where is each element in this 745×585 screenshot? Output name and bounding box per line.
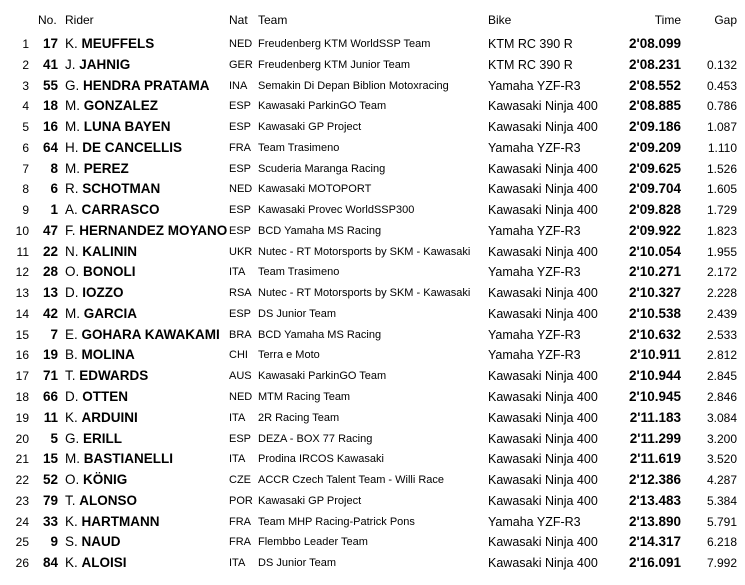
- bike-cell: Yamaha YZF-R3: [488, 348, 581, 363]
- bike-cell: Kawasaki Ninja 400: [488, 473, 598, 488]
- rider-name-cell: [65, 221, 227, 242]
- rider-initial: O.: [65, 264, 80, 280]
- lap-time-cell: 2'09.922: [628, 222, 681, 238]
- rider-number-cell: 16: [42, 119, 58, 135]
- gap-cell: 5.384: [706, 493, 737, 508]
- team-cell: Team MHP Racing-Patrick Pons: [258, 515, 415, 528]
- gap-cell: 2.812: [706, 348, 737, 363]
- bike-cell: Kawasaki Ninja 400: [488, 535, 598, 550]
- position-cell: 3: [22, 78, 29, 93]
- rider-name-cell: [65, 138, 227, 159]
- rider-number-cell: 41: [42, 56, 58, 72]
- table-row: [0, 179, 745, 200]
- rider-name-cell: [65, 304, 227, 325]
- nationality-cell: ESP: [229, 100, 252, 113]
- table-row: [0, 429, 745, 450]
- position-cell: 20: [15, 431, 29, 446]
- team-cell: Nutec - RT Motorsports by SKM - Kawasaki: [258, 287, 471, 300]
- rider-number-cell: 1: [50, 202, 58, 218]
- position-cell: 26: [15, 556, 29, 571]
- rider-number-cell: 52: [42, 472, 58, 488]
- team-cell: Kawasaki GP Project: [258, 494, 362, 507]
- nationality-cell: ESP: [229, 224, 252, 237]
- team-cell: DS Junior Team: [258, 557, 337, 570]
- rider-surname: KALININ: [82, 243, 138, 259]
- lap-time-cell: 2'10.911: [629, 347, 681, 363]
- rider-initial: M.: [65, 98, 80, 114]
- rider-surname: PEREZ: [83, 160, 129, 176]
- nationality-cell: NED: [229, 38, 253, 50]
- table-row: [0, 532, 745, 553]
- rider-initial: J.: [65, 56, 76, 72]
- gap-cell: 1.605: [706, 182, 737, 197]
- position-cell: 19: [15, 410, 29, 425]
- rider-initial: A.: [65, 202, 78, 218]
- nationality-cell: ESP: [229, 204, 252, 217]
- team-cell: BCD Yamaha MS Racing: [258, 328, 382, 341]
- table-row: [0, 242, 745, 263]
- rider-number-cell: 47: [42, 222, 58, 238]
- results-header-row: [0, 10, 745, 30]
- position-cell: 21: [15, 452, 29, 467]
- nationality-cell: ITA: [229, 453, 246, 466]
- rider-initial: D.: [65, 389, 79, 405]
- rider-initial: T.: [65, 368, 76, 384]
- gap-cell: 0.453: [706, 78, 737, 93]
- nationality-cell: AUS: [229, 370, 252, 383]
- gap-cell: 2.533: [706, 327, 737, 342]
- gap-cell: 3.200: [706, 431, 737, 446]
- rider-initial: M.: [65, 451, 80, 467]
- team-cell: Kawasaki ParkinGO Team: [258, 370, 387, 383]
- nationality-cell: BRA: [229, 328, 252, 341]
- bike-cell: Kawasaki Ninja 400: [488, 99, 598, 114]
- rider-initial: B.: [65, 347, 78, 363]
- table-row: [0, 408, 745, 429]
- rider-surname: HARTMANN: [81, 513, 160, 529]
- rider-initial: D.: [65, 285, 79, 301]
- team-cell: Flembbo Leader Team: [258, 536, 368, 549]
- rider-name-cell: [65, 283, 227, 304]
- team-cell: BCD Yamaha MS Racing: [258, 224, 382, 237]
- bike-cell: Kawasaki Ninja 400: [488, 182, 598, 197]
- rider-initial: E.: [65, 326, 78, 342]
- team-cell: DS Junior Team: [258, 307, 337, 320]
- rider-number-cell: 64: [42, 139, 58, 155]
- rider-initial: K.: [65, 555, 78, 571]
- lap-time-cell: 2'10.054: [628, 243, 681, 259]
- gap-cell: 3.520: [706, 452, 737, 467]
- bike-cell: Yamaha YZF-R3: [488, 265, 581, 280]
- rider-initial: M.: [65, 119, 80, 135]
- bike-cell: Kawasaki Ninja 400: [488, 556, 598, 571]
- lap-time-cell: 2'13.890: [628, 513, 681, 529]
- position-cell: 10: [15, 223, 29, 238]
- bike-cell: Kawasaki Ninja 400: [488, 410, 598, 425]
- nationality-cell: FRA: [229, 141, 251, 154]
- bike-cell: KTM RC 390 R: [488, 57, 573, 72]
- lap-time-cell: 2'16.091: [628, 555, 681, 571]
- position-cell: 11: [16, 244, 29, 259]
- bike-cell: Kawasaki Ninja 400: [488, 431, 598, 446]
- position-cell: 8: [22, 182, 29, 197]
- team-cell: Terra e Moto: [258, 349, 320, 362]
- table-row: [0, 55, 745, 76]
- nationality-cell: ESP: [229, 307, 252, 320]
- lap-time-cell: 2'09.828: [628, 202, 681, 218]
- lap-time-cell: 2'10.945: [628, 389, 681, 405]
- rider-number-cell: 71: [42, 368, 58, 384]
- rider-initial: F.: [65, 222, 76, 238]
- table-row: [0, 117, 745, 138]
- rider-name-cell: [65, 179, 227, 200]
- position-cell: 7: [22, 161, 29, 176]
- rider-surname: ARDUINI: [81, 409, 138, 425]
- rider-number-cell: 79: [42, 492, 58, 508]
- rider-name-cell: [65, 159, 227, 180]
- rider-number-cell: 8: [50, 160, 58, 176]
- rider-initial: M.: [65, 305, 80, 321]
- table-row: [0, 449, 745, 470]
- rider-name-cell: [65, 96, 227, 117]
- bike-cell: Kawasaki Ninja 400: [488, 452, 598, 467]
- table-row: [0, 262, 745, 283]
- bike-cell: Yamaha YZF-R3: [488, 140, 581, 155]
- team-cell: DEZA - BOX 77 Racing: [258, 432, 373, 445]
- position-cell: 5: [22, 120, 29, 135]
- nationality-cell: NED: [229, 183, 253, 196]
- rider-number-cell: 17: [42, 36, 58, 51]
- lap-time-cell: 2'11.183: [629, 409, 681, 425]
- rider-number-cell: 84: [42, 555, 58, 571]
- nationality-cell: ITA: [229, 411, 246, 424]
- rider-surname: BONOLI: [83, 264, 136, 280]
- rider-initial: S.: [65, 534, 78, 550]
- position-cell: 17: [15, 369, 29, 384]
- team-cell: Kawasaki GP Project: [258, 121, 362, 134]
- rider-surname: EDWARDS: [79, 368, 149, 384]
- lap-time-cell: 2'11.619: [629, 451, 681, 467]
- lap-time-cell: 2'10.538: [628, 305, 681, 321]
- rider-surname: MEUFFELS: [81, 36, 155, 51]
- position-cell: 14: [15, 306, 29, 321]
- header-bike: Bike: [488, 13, 512, 27]
- lap-time-cell: 2'10.271: [628, 264, 681, 280]
- table-row: [0, 553, 745, 574]
- gap-cell: 2.172: [706, 265, 737, 280]
- gap-cell: 2.228: [706, 286, 737, 301]
- gap-cell: 3.084: [706, 410, 737, 425]
- table-row: [0, 221, 745, 242]
- rider-name-cell: [65, 34, 227, 55]
- gap-cell: 1.823: [706, 223, 737, 238]
- lap-time-cell: 2'08.231: [628, 56, 681, 72]
- nationality-cell: CHI: [229, 349, 248, 362]
- lap-time-cell: 2'10.327: [628, 285, 681, 301]
- team-cell: Kawasaki Provec WorldSSP300: [258, 204, 415, 217]
- rider-initial: H.: [65, 139, 79, 155]
- bike-cell: Kawasaki Ninja 400: [488, 244, 598, 259]
- gap-cell: 1.087: [706, 120, 737, 135]
- bike-cell: Kawasaki Ninja 400: [488, 493, 598, 508]
- rider-number-cell: 11: [43, 409, 58, 425]
- gap-cell: 1.110: [707, 140, 737, 155]
- bike-cell: Kawasaki Ninja 400: [488, 390, 598, 405]
- table-row: [0, 470, 745, 491]
- rider-number-cell: 13: [42, 285, 58, 301]
- bike-cell: Yamaha YZF-R3: [488, 327, 581, 342]
- lap-time-cell: 2'09.186: [628, 119, 681, 135]
- rider-name-cell: [65, 470, 227, 491]
- position-cell: 6: [22, 140, 29, 155]
- rider-name-cell: [65, 55, 227, 76]
- nationality-cell: ESP: [229, 432, 252, 445]
- rider-name-cell: [65, 553, 227, 574]
- table-row: [0, 491, 745, 512]
- rider-surname: HENDRA PRATAMA: [83, 77, 210, 93]
- rider-surname: KÖNIG: [83, 472, 128, 488]
- rider-initial: K.: [65, 409, 78, 425]
- rider-initial: O.: [65, 472, 80, 488]
- header-team: Team: [258, 13, 288, 27]
- rider-number-cell: 15: [42, 451, 58, 467]
- header-no: No.: [38, 13, 57, 27]
- nationality-cell: POR: [229, 494, 253, 507]
- rider-surname: GARCIA: [83, 305, 138, 321]
- bike-cell: Kawasaki Ninja 400: [488, 120, 598, 135]
- header-time: Time: [654, 13, 681, 27]
- rider-surname: MOLINA: [81, 347, 135, 363]
- team-cell: Freudenberg KTM Junior Team: [258, 58, 411, 71]
- rider-number-cell: 28: [42, 264, 58, 280]
- team-cell: Nutec - RT Motorsports by SKM - Kawasaki: [258, 245, 471, 258]
- rider-name-cell: [65, 408, 227, 429]
- gap-cell: 1.526: [706, 161, 737, 176]
- table-row: [0, 325, 745, 346]
- rider-surname: JAHNIG: [79, 56, 131, 72]
- team-cell: Freudenberg KTM WorldSSP Team: [258, 38, 431, 50]
- rider-number-cell: 33: [42, 513, 58, 529]
- rider-surname: LUNA BAYEN: [83, 119, 171, 135]
- team-cell: Prodina IRCOS Kawasaki: [258, 453, 384, 466]
- rider-name-cell: [65, 449, 227, 470]
- position-cell: 13: [15, 286, 29, 301]
- bike-cell: Kawasaki Ninja 400: [488, 286, 598, 301]
- rider-number-cell: 9: [50, 534, 58, 550]
- nationality-cell: ITA: [229, 557, 246, 570]
- lap-time-cell: 2'08.099: [628, 36, 681, 51]
- rider-number-cell: 66: [42, 389, 58, 405]
- table-row: [0, 283, 745, 304]
- position-cell: 22: [15, 473, 29, 488]
- nationality-cell: ITA: [229, 266, 246, 279]
- nationality-cell: CZE: [229, 474, 251, 487]
- lap-time-cell: 2'10.632: [628, 326, 681, 342]
- rider-number-cell: 6: [50, 181, 58, 197]
- lap-time-cell: 2'08.885: [628, 98, 681, 114]
- rider-surname: BASTIANELLI: [83, 451, 174, 467]
- results-table: [0, 34, 745, 574]
- rider-surname: SCHOTMAN: [82, 181, 161, 197]
- gap-cell: 2.845: [706, 369, 737, 384]
- rider-name-cell: [65, 325, 227, 346]
- rider-surname: GONZALEZ: [83, 98, 159, 114]
- rider-name-cell: [65, 117, 227, 138]
- rider-surname: OTTEN: [82, 389, 129, 405]
- rider-surname: DE CANCELLIS: [82, 139, 183, 155]
- rider-surname: NAUD: [81, 534, 121, 550]
- table-row: [0, 76, 745, 97]
- bike-cell: Kawasaki Ninja 400: [488, 203, 598, 218]
- nationality-cell: GER: [229, 58, 253, 71]
- rider-name-cell: [65, 491, 227, 512]
- table-row: [0, 345, 745, 366]
- bike-cell: KTM RC 390 R: [488, 37, 573, 51]
- rider-name-cell: [65, 200, 227, 221]
- team-cell: Team Trasimeno: [258, 141, 340, 154]
- team-cell: Kawasaki ParkinGO Team: [258, 100, 387, 113]
- nationality-cell: FRA: [229, 536, 251, 549]
- table-row: [0, 34, 745, 55]
- rider-name-cell: [65, 345, 227, 366]
- team-cell: 2R Racing Team: [258, 411, 340, 424]
- gap-cell: 7.992: [706, 556, 737, 571]
- lap-time-cell: 2'10.944: [628, 368, 681, 384]
- bike-cell: Yamaha YZF-R3: [488, 78, 581, 93]
- bike-cell: Yamaha YZF-R3: [488, 223, 581, 238]
- header-rider: Rider: [65, 13, 94, 27]
- rider-number-cell: 5: [50, 430, 58, 446]
- rider-name-cell: [65, 262, 227, 283]
- bike-cell: Kawasaki Ninja 400: [488, 161, 598, 176]
- position-cell: 25: [15, 535, 29, 550]
- bike-cell: Kawasaki Ninja 400: [488, 369, 598, 384]
- rider-surname: ERILL: [83, 430, 123, 446]
- rider-name-cell: [65, 512, 227, 533]
- gap-cell: 6.218: [706, 535, 737, 550]
- lap-time-cell: 2'09.704: [628, 181, 681, 197]
- lap-time-cell: 2'11.299: [629, 430, 681, 446]
- rider-number-cell: 19: [42, 347, 58, 363]
- lap-time-cell: 2'08.552: [628, 77, 681, 93]
- header-nat: Nat: [229, 13, 248, 27]
- header-gap: Gap: [714, 13, 737, 27]
- team-cell: Semakin Di Depan Biblion Motoxracing: [258, 79, 449, 92]
- rider-initial: G.: [65, 430, 80, 446]
- rider-number-cell: 18: [42, 98, 58, 114]
- position-cell: 18: [15, 390, 29, 405]
- position-cell: 1: [22, 37, 29, 51]
- rider-number-cell: 22: [42, 243, 58, 259]
- position-cell: 12: [15, 265, 29, 280]
- table-row: [0, 200, 745, 221]
- lap-time-cell: 2'09.625: [628, 160, 681, 176]
- rider-surname: HERNANDEZ MOYANO: [79, 222, 227, 238]
- rider-name-cell: [65, 429, 227, 450]
- rider-surname: ALOISI: [81, 555, 127, 571]
- rider-name-cell: [65, 532, 227, 553]
- gap-cell: 2.439: [706, 306, 737, 321]
- rider-initial: N.: [65, 243, 79, 259]
- rider-initial: G.: [65, 77, 80, 93]
- team-cell: Scuderia Maranga Racing: [258, 162, 386, 175]
- rider-initial: T.: [65, 492, 76, 508]
- table-row: [0, 96, 745, 117]
- lap-time-cell: 2'12.386: [628, 472, 681, 488]
- position-cell: 4: [22, 99, 29, 114]
- nationality-cell: ESP: [229, 121, 252, 134]
- nationality-cell: INA: [229, 79, 248, 92]
- rider-name-cell: [65, 76, 227, 97]
- rider-initial: K.: [65, 36, 78, 51]
- rider-initial: R.: [65, 181, 79, 197]
- table-row: [0, 512, 745, 533]
- rider-name-cell: [65, 387, 227, 408]
- lap-time-cell: 2'09.209: [628, 139, 681, 155]
- gap-cell: 5.791: [706, 514, 737, 529]
- rider-initial: K.: [65, 513, 78, 529]
- position-cell: 16: [15, 348, 29, 363]
- table-row: [0, 304, 745, 325]
- gap-cell: 0.132: [706, 57, 737, 72]
- lap-time-cell: 2'14.317: [628, 534, 681, 550]
- nationality-cell: FRA: [229, 515, 251, 528]
- rider-number-cell: 42: [42, 305, 58, 321]
- rider-surname: CARRASCO: [81, 202, 160, 218]
- position-cell: 9: [22, 203, 29, 218]
- rider-name-cell: [65, 366, 227, 387]
- lap-time-cell: 2'13.483: [628, 492, 681, 508]
- rider-number-cell: 7: [50, 326, 58, 342]
- position-cell: 2: [22, 57, 29, 72]
- rider-surname: IOZZO: [82, 285, 124, 301]
- gap-cell: 2.846: [706, 390, 737, 405]
- table-row: [0, 138, 745, 159]
- rider-number-cell: 55: [42, 77, 58, 93]
- gap-cell: 0.786: [706, 99, 737, 114]
- nationality-cell: UKR: [229, 245, 253, 258]
- position-cell: 23: [15, 493, 29, 508]
- team-cell: Team Trasimeno: [258, 266, 340, 279]
- team-cell: MTM Racing Team: [258, 391, 351, 404]
- table-row: [0, 366, 745, 387]
- table-row: [0, 387, 745, 408]
- nationality-cell: ESP: [229, 162, 252, 175]
- gap-cell: 4.287: [706, 473, 737, 488]
- rider-surname: GOHARA KAWAKAMI: [81, 326, 220, 342]
- rider-name-cell: [65, 242, 227, 263]
- nationality-cell: NED: [229, 391, 253, 404]
- team-cell: Kawasaki MOTOPORT: [258, 183, 372, 196]
- table-row: [0, 159, 745, 180]
- bike-cell: Yamaha YZF-R3: [488, 514, 581, 529]
- rider-surname: ALONSO: [79, 492, 138, 508]
- team-cell: ACCR Czech Talent Team - Willi Race: [258, 474, 445, 487]
- gap-cell: 1.729: [706, 203, 737, 218]
- nationality-cell: RSA: [229, 287, 252, 300]
- position-cell: 15: [15, 327, 29, 342]
- bike-cell: Kawasaki Ninja 400: [488, 306, 598, 321]
- rider-initial: M.: [65, 160, 80, 176]
- position-cell: 24: [15, 514, 29, 529]
- gap-cell: 1.955: [706, 244, 737, 259]
